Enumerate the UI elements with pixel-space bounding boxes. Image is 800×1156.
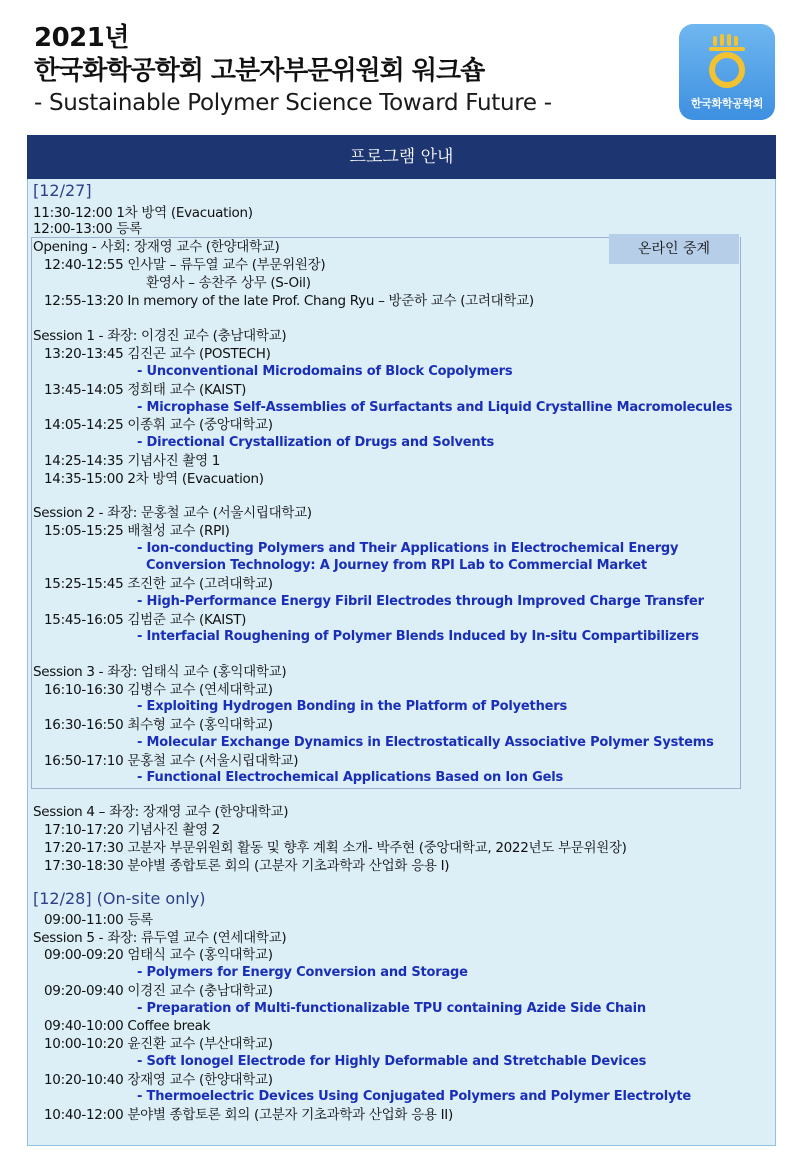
schedule-line: 09:00-11:00 등록 [44, 912, 153, 928]
talk-title: - Microphase Self-Assemblies of Surfactants and Liquid Crystalline Macromolecules [137, 400, 733, 415]
talk-title: - Preparation of Multi-functionalizable TPU containing Azide Side Chain [137, 1001, 646, 1016]
talk-title: - Functional Electrochemical Applications Based on Ion Gels [137, 770, 564, 785]
schedule-line: Session 3 - 좌장: 엄태식 교수 (홍익대학교) [33, 664, 287, 680]
schedule-line: 17:10-17:20 기념사진 촬영 2 [44, 822, 221, 838]
schedule-line: 10:00-10:20 윤진환 교수 (부산대학교) [44, 1036, 273, 1052]
header [34, 22, 552, 118]
schedule-line: 15:25-15:45 조진한 교수 (고려대학교) [44, 576, 273, 592]
talk-title: - Exploiting Hydrogen Bonding in the Platform of Polyethers [137, 699, 567, 714]
talk-title: - High-Performance Energy Fibril Electrodes through Improved Charge Transfer [137, 594, 704, 609]
talk-title: - Thermoelectric Devices Using Conjugated Polymers and Polymer Electrolyte [137, 1089, 691, 1104]
program-title-bar: 프로그램 안내 [27, 135, 776, 179]
schedule-line: Session 2 - 좌장: 문홍철 교수 (서울시립대학교) [33, 505, 312, 521]
schedule-line: 11:30-12:00 1차 방역 (Evacuation) [33, 205, 253, 221]
schedule-line: 10:40-12:00 분야별 종합토론 회의 (고분자 기초과학과 산업화 응용 II) [44, 1107, 453, 1123]
talk-title: - Interfacial Roughening of Polymer Blends Induced by In-situ Compartibilizers [137, 629, 699, 644]
header-title: 한국화학공학회 고분자부문위원회 워크숍 [34, 56, 485, 86]
date-heading: [12/28] (On-site only) [33, 889, 206, 908]
talk-title: - Polymers for Energy Conversion and Storage [137, 965, 468, 980]
schedule-line: Session 4 – 좌장: 장재영 교수 (한양대학교) [33, 804, 289, 820]
schedule-line: 09:00-09:20 엄태식 교수 (홍익대학교) [44, 947, 273, 963]
talk-title: - Directional Crystallization of Drugs and Solvents [137, 435, 494, 450]
schedule-line: 14:35-15:00 2차 방역 (Evacuation) [44, 471, 264, 487]
schedule-line: 13:20-13:45 김진곤 교수 (POSTECH) [44, 346, 271, 362]
society-logo [679, 24, 775, 120]
schedule-line: 16:30-16:50 최수형 교수 (홍익대학교) [44, 717, 273, 733]
schedule-line: 12:55-13:20 In memory of the late Prof. Chang Ryu – 방준하 교수 (고려대학교) [44, 293, 534, 309]
schedule-line: 14:05-14:25 이종휘 교수 (중앙대학교) [44, 417, 273, 433]
schedule-line: 13:45-14:05 정희태 교수 (KAIST) [44, 382, 247, 398]
schedule-line: Session 5 - 좌장: 류두열 교수 (연세대학교) [33, 930, 287, 946]
schedule-line: Opening - 사회: 장재영 교수 (한양대학교) [33, 239, 280, 255]
talk-title: - Soft Ionogel Electrode for Highly Deformable and Stretchable Devices [137, 1054, 647, 1069]
logo-text: 한국화학공학회 [690, 97, 764, 110]
header-subtitle: - Sustainable Polymer Science Toward Future - [34, 90, 552, 116]
date-heading: [12/27] [33, 181, 92, 200]
online-badge: 온라인 중계 [609, 234, 739, 264]
schedule-line: 09:40-10:00 Coffee break [44, 1018, 211, 1034]
schedule-line: 10:20-10:40 장재영 교수 (한양대학교) [44, 1072, 273, 1088]
schedule-line: 15:45-16:05 김범준 교수 (KAIST) [44, 612, 247, 628]
schedule-line: 14:25-14:35 기념사진 촬영 1 [44, 453, 221, 469]
schedule-line: 17:20-17:30 고분자 부문위원회 활동 및 향후 계획 소개- 박주현 (중앙대학교, 2022년도 부문위원장) [44, 840, 627, 856]
schedule-line: 17:30-18:30 분야별 종합토론 회의 (고분자 기초과학과 산업화 응용 I) [44, 858, 450, 874]
schedule-line: 16:50-17:10 문홍철 교수 (서울시립대학교) [44, 753, 299, 769]
schedule-line: 09:20-09:40 이경진 교수 (충남대학교) [44, 983, 273, 999]
talk-title: - Molecular Exchange Dynamics in Electrostatically Associative Polymer Systems [137, 735, 714, 750]
header-year: 2021년 [34, 23, 129, 53]
talk-title: - Unconventional Microdomains of Block Copolymers [137, 364, 513, 379]
schedule-line: 16:10-16:30 김병수 교수 (연세대학교) [44, 682, 273, 698]
schedule-line: Session 1 - 좌장: 이경진 교수 (충남대학교) [33, 328, 287, 344]
talk-title: - Ion-conducting Polymers and Their Applications in Electrochemical Energy [137, 541, 679, 556]
schedule-line: 12:40-12:55 인사말 – 류두열 교수 (부문위원장) [44, 257, 326, 273]
schedule-line: 환영사 – 송찬주 상무 (S-Oil) [146, 275, 311, 291]
schedule-line: 15:05-15:25 배철성 교수 (RPI) [44, 523, 230, 539]
schedule-line: 12:00-13:00 등록 [33, 221, 142, 237]
society-emblem-icon [705, 34, 749, 92]
talk-title: Conversion Technology: A Journey from RPI Lab to Commercial Market [146, 558, 647, 573]
